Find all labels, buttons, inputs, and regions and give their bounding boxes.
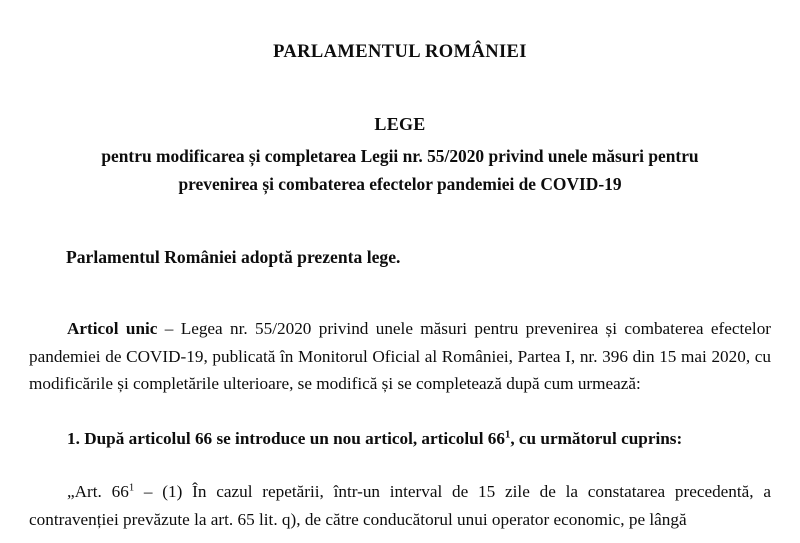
amendment-heading-superscript: 1 [504,429,511,441]
page-title: PARLAMENTUL ROMÂNIEI [273,42,527,62]
law-subject [29,142,771,198]
law-title-block [29,111,771,198]
adoption-statement: Parlamentul României adoptă prezenta lege. [66,247,401,268]
amendment-heading [29,425,771,453]
article-unique-paragraph [29,315,771,399]
article-unique-body: – Legea nr. 55/2020 privind unele măsuri pentru prevenirea și combaterea efectelor pandemiei de COVID-19, publicată în Monitorul Oficial al României, Partea I, nr. 396 din 15 mai 2020, cu modificările și completările ulterioare, se modifică și se completează după cum urmează: [29,318,772,394]
article-unique-label: Articol unic [67,318,158,338]
law-subject-line-1: pentru modificarea și completarea Legii nr. 55/2020 privind unele măsuri pentru [101,145,699,166]
law-subject-line-2: prevenirea și combaterea efectelor pandemiei de COVID-19 [178,174,622,195]
law-kind-label: LEGE [374,114,426,134]
amendment-heading-text-before: 1. După articolul 66 se introduce un nou articol, articolul 66 [67,429,505,449]
quoted-article-opening [67,482,134,501]
quoted-article-paragraph [29,478,771,534]
quoted-article-superscript: 1 [128,482,135,494]
amendment-heading-text-after: , cu următorul cuprins: [510,429,683,449]
quoted-article-text-after: – (1) În cazul repetării, într-un interval de 15 zile de la constatarea precedentă, a contravenției prevăzute la art. 65 lit. q), de către conducătorul unui operator economic, pe lângă [29,481,772,529]
quoted-article-text-before: „Art. 66 [67,481,129,501]
